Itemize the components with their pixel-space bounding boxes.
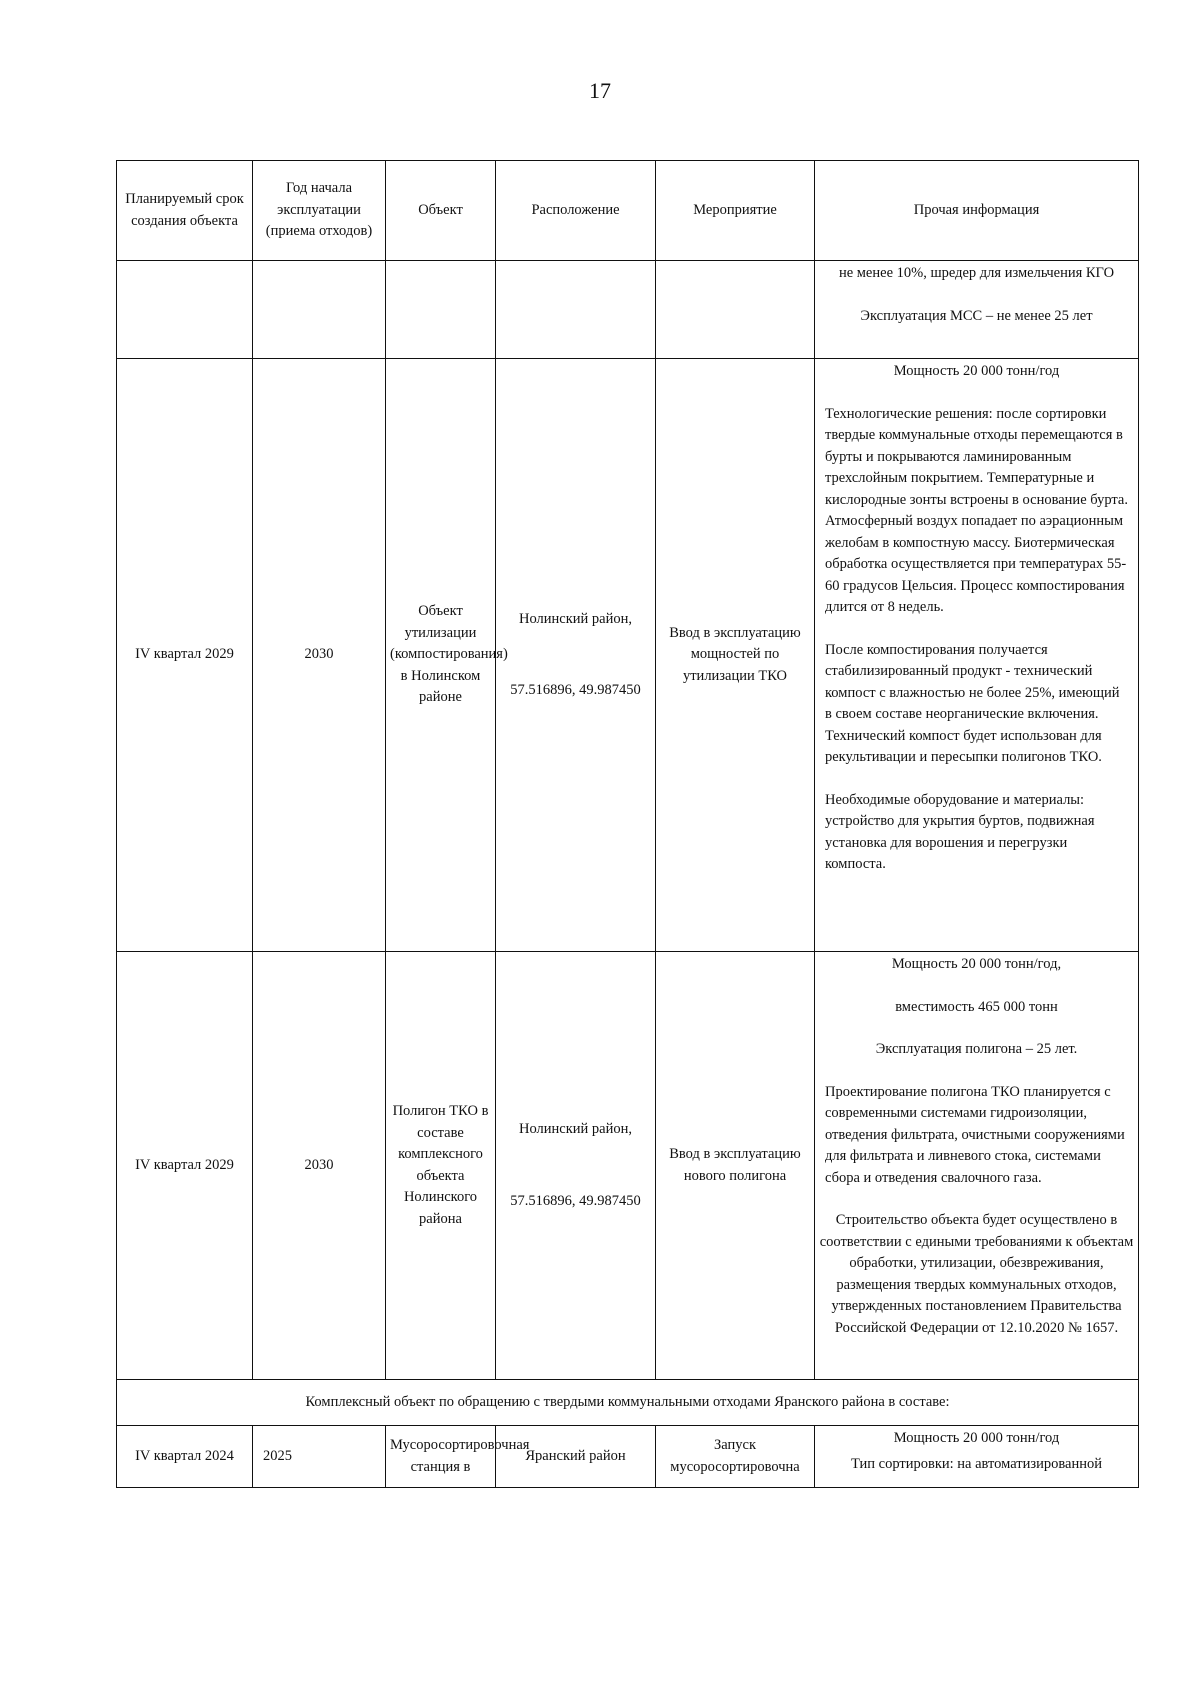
waste-objects-table [116,160,1139,1488]
start-year-cell: 2030 [253,359,386,952]
header-object: Объект [386,161,496,261]
info-volume: вместимость 465 000 тонн [895,998,1058,1015]
term-cell: IV квартал 2024 [117,1426,253,1488]
info-construction: Строительство объекта будет осуществлено в соответствии с едиными требованиями к объектам обработки, утилизации, обезвреживания, размещения твердых коммунальных отходов, утвержденных постановлением Правительства Российской Федерации от 12.10.2020 № 1657. [819,1212,1134,1336]
measure-cell: Ввод в эксплуатацию нового полигона [656,952,815,1380]
info-capacity: Мощность 20 000 тонн/год, [891,956,1062,972]
location-cell [496,359,656,952]
header-measure: Мероприятие [656,161,815,261]
info-capacity: Мощность 20 000 тонн/год [893,1430,1060,1446]
location-coords: 57.516896, 49.987450 [510,682,641,698]
object-cell: Объект утилизации (компостирования) в Нолинском районе [386,359,496,952]
other-info-cell [815,359,1139,952]
location-cell: Яранский район [496,1426,656,1488]
header-term: Планируемый срок создания объекта [117,161,253,261]
table-header-row [117,161,1139,261]
term-cell: IV квартал 2029 [117,359,253,952]
other-info-cell [815,261,1139,359]
object-cell: Мусоросортировочная станция в [386,1426,496,1488]
section-title: Комплексный объект по обращению с твердыми коммунальными отходами Яранского района в составе: [117,1380,1139,1426]
location-cell [496,952,656,1380]
header-location: Расположение [496,161,656,261]
header-start-year: Год начала эксплуатации (приема отходов) [253,161,386,261]
table-section-row [117,1380,1139,1426]
header-other-info: Прочая информация [815,161,1139,261]
info-text: Эксплуатация МСС – не менее 25 лет [860,307,1093,324]
term-cell: IV квартал 2029 [117,952,253,1380]
location-name: Нолинский район, [519,610,632,627]
info-lifetime: Эксплуатация полигона – 25 лет. [875,1041,1078,1057]
measure-cell: Ввод в эксплуатацию мощностей по утилизации ТКО [656,359,815,952]
table-row-compost [117,359,1139,952]
start-year-cell: 2025 [253,1426,386,1488]
measure-cell: Запуск мусоросортировочна [656,1426,815,1488]
info-design: Проектирование полигона ТКО планируется с современными системами гидроизоляции, отведения фильтрата, очистными сооружениями для фильтрата и ливневого стока, системами сбора и отведения свалочного газа. [825,1083,1125,1186]
info-equipment: Необходимые оборудование и материалы: устройство для укрытия буртов, подвижная установка для ворошения и перегрузки компоста. [825,791,1095,872]
other-info-cell [815,1426,1139,1488]
info-sort: Тип сортировки: на автоматизированной [851,1455,1102,1472]
table-row-sorting [117,1426,1139,1488]
info-text: не менее 10%, шредер для измельчения КГО [838,265,1115,281]
other-info-cell [815,952,1139,1380]
table-row-continuation [117,261,1139,359]
info-product: После компостирования получается стабилизированный продукт - технический компост с влажностью не более 25%, имеющий в своем составе неорганические включения. Технический компост будет использован для рекультивации и пересыпки полигонов ТКО. [825,641,1120,765]
location-name: Нолинский район, [519,1121,632,1137]
start-year-cell: 2030 [253,952,386,1380]
info-tech: Технологические решения: после сортировки твердые коммунальные отходы перемещаются в бурты и покрываются ламинированным трехслойным покрытием. Температурные и кислородные зонты встроены в основание бурта. Атмосферный воздух попадает по аэрационным желобам в компостную массу. Биотермическая обработка осуществляется при температурах 55-60 градусов Цельсия. Процесс компостирования длится от 8 недель. [825,405,1128,615]
location-coords: 57.516896, 49.987450 [510,1192,641,1209]
table-row-landfill [117,952,1139,1380]
object-cell: Полигон ТКО в составе комплексного объекта Нолинского района [386,952,496,1380]
info-capacity: Мощность 20 000 тонн/год [893,363,1060,379]
page-number: 17 [589,78,611,103]
